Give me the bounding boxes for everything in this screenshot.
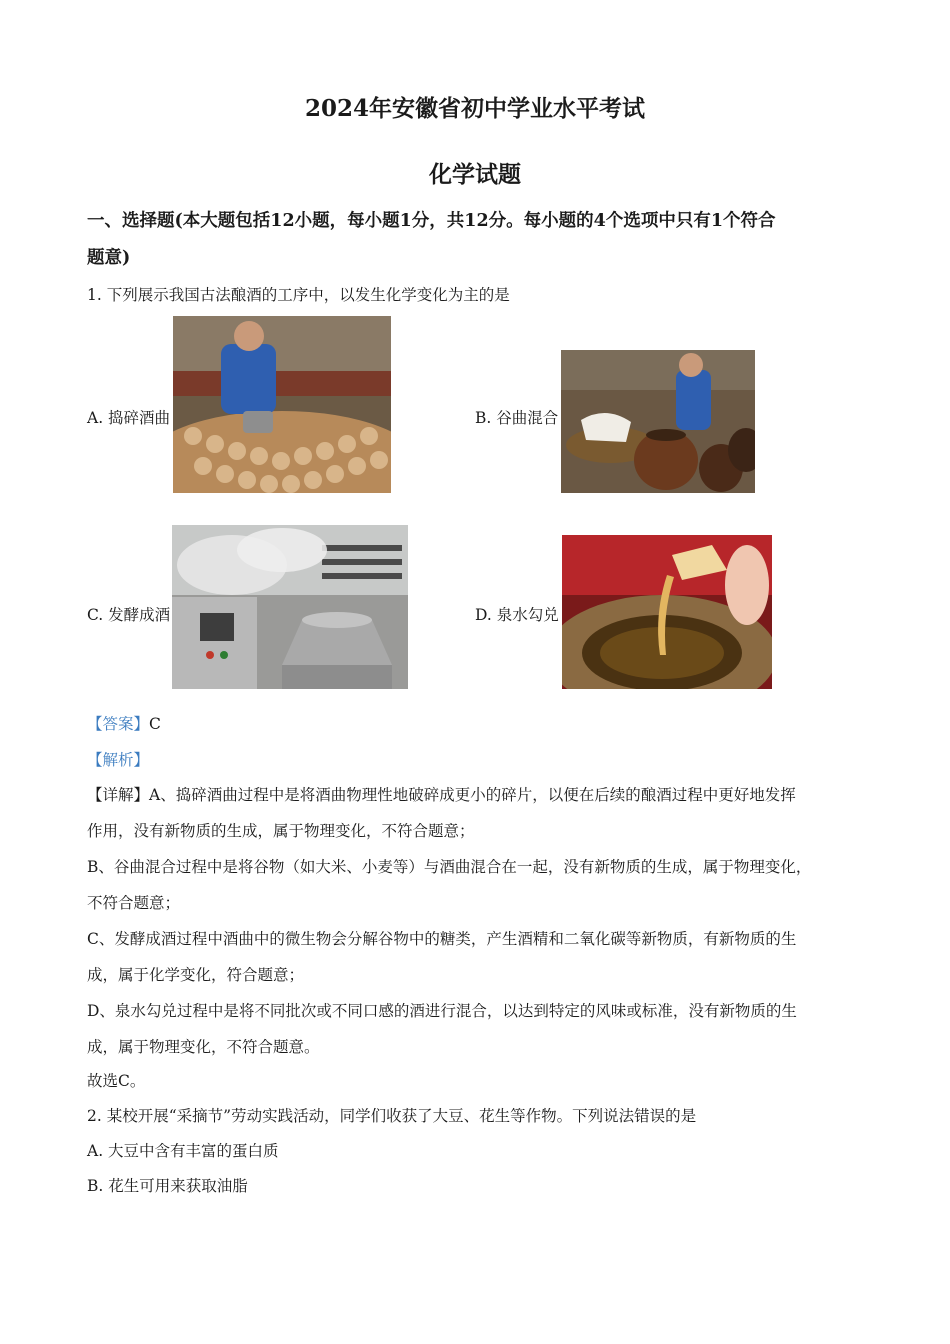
photo-mixing-grain-icon [561,350,755,493]
detail-text: A、捣碎酒曲过程中是将酒曲物理性地破碎成更小的碎片，以便在后续的酿酒过程中更好地发挥 [149,786,796,804]
option-c-label: C. 发酵成酒 [87,606,171,624]
page-subtitle: 化学试题 [429,161,521,188]
section-heading-line: 一、选择题(本大题包括12小题，每小题1分，共12分。每小题的4个选项中只有1个符合 [87,211,776,231]
answer-tag: 【答案】 [87,715,150,733]
detail-line: 成，属于物理变化，不符合题意。 [87,1038,320,1056]
answer-value: C [149,715,161,733]
option-d-label: D. 泉水勾兑 [475,606,559,624]
detail-tag: 【详解】 [87,786,150,804]
conclusion-line: 故选C。 [87,1072,146,1090]
detail-line [87,785,872,805]
detail-line: B、谷曲混合过程中是将谷物（如大米、小麦等）与酒曲混合在一起，没有新物质的生成，属于物理变化， [87,858,812,876]
detail-line: D、泉水勾兑过程中是将不同批次或不同口感的酒进行混合，以达到特定的风味或标准，没有新物质的生 [87,1002,797,1020]
analysis-tag: 【解析】 [87,751,150,769]
detail-line: 不符合题意； [87,894,181,912]
photo-blending-liquor-icon [562,535,772,689]
page-title: 2024年安徽省初中学业水平考试 [304,95,645,122]
question-2-stem: 2. 某校开展“采摘节”劳动实践活动，同学们收获了大豆、花生等作物。下列说法错误的是 [87,1107,697,1125]
option-a-label: A. 捣碎酒曲 [87,409,171,427]
detail-line: 成，属于化学变化，符合题意； [87,966,305,984]
section-heading-line: 题意) [87,248,131,268]
option-b-image [561,350,755,493]
option-d-image [562,535,772,689]
question-2-option-a: A. 大豆中含有丰富的蛋白质 [87,1142,279,1160]
detail-line: C、发酵成酒过程中酒曲中的微生物会分解谷物中的糖类，产生酒精和二氧化碳等新物质，有新物质的生 [87,930,797,948]
section-heading [87,203,867,277]
question-2-option-b: B. 花生可用来获取油脂 [87,1177,248,1195]
option-a-image [173,316,391,493]
detail-line: 作用，没有新物质的生成，属于物理变化，不符合题意； [87,822,475,840]
question-1-stem: 1. 下列展示我国古法酿酒的工序中，以发生化学变化为主的是 [87,286,510,304]
answer-line [87,714,872,734]
option-b-label: B. 谷曲混合 [475,409,559,427]
option-c-image [172,525,408,689]
photo-crushing-qu-icon [173,316,391,493]
photo-distillation-icon [172,525,408,689]
